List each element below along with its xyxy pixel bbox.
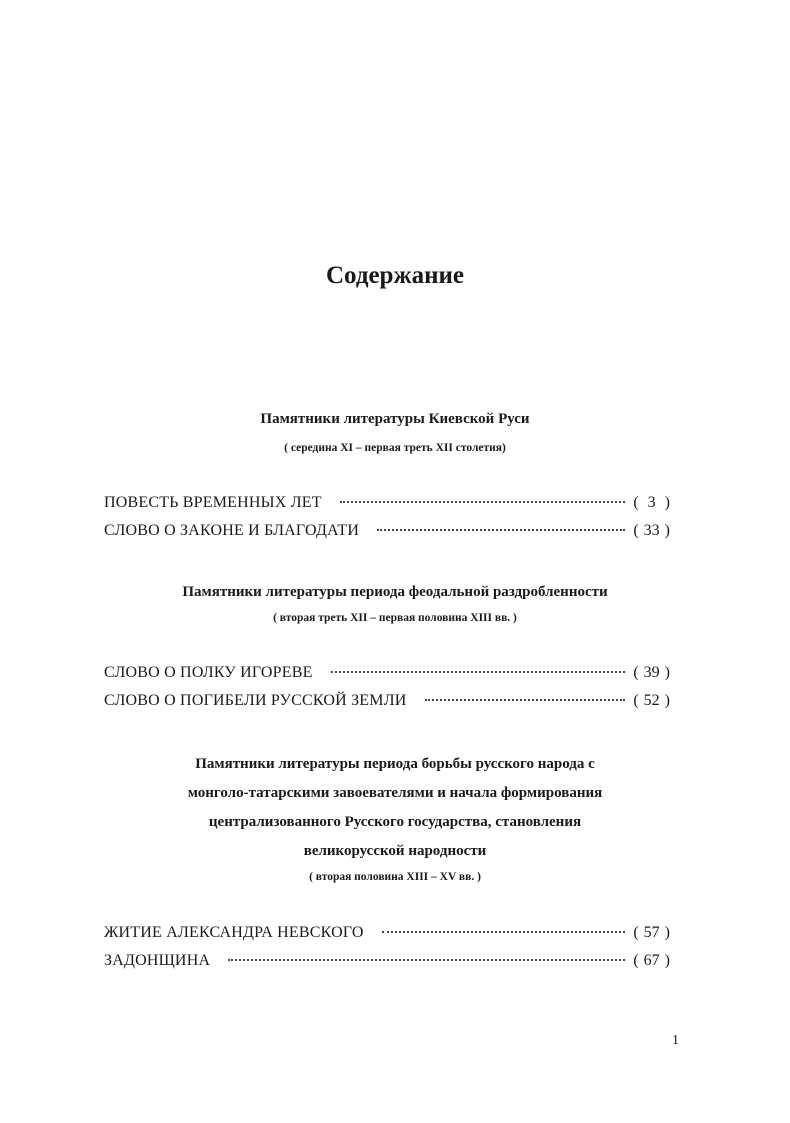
dot-leader [228, 959, 625, 961]
toc-entry-page: ( 39 ) [633, 664, 670, 681]
section-heading-feudal [0, 578, 790, 607]
section-heading-line: Памятники литературы Киевской Руси [260, 411, 530, 427]
section-heading-line: Памятники литературы периода феодальной раздробленности [182, 584, 608, 600]
toc-entry-page: ( 3 ) [633, 494, 670, 511]
section-heading-line: великорусской народности [303, 843, 487, 859]
toc-entry[interactable] [104, 522, 670, 544]
dot-leader [331, 671, 626, 673]
toc-entry-page: ( 33 ) [633, 522, 670, 539]
page-number: 1 [672, 1033, 679, 1048]
section-heading-line: Памятники литературы периода борьбы русского народа с [195, 756, 595, 772]
toc-entry-title: ПОВЕСТЬ ВРЕМЕННЫХ ЛЕТ [104, 494, 322, 511]
toc-entry-title: СЛОВО О ПОГИБЕЛИ РУССКОЙ ЗЕМЛИ [104, 692, 407, 709]
toc-entry[interactable] [104, 664, 670, 686]
dot-leader [340, 501, 626, 503]
toc-entry-title: СЛОВО О ЗАКОНЕ И БЛАГОДАТИ [104, 522, 360, 539]
section-subheading: ( середина XI – первая треть XII столетия) [284, 442, 506, 454]
section-heading-kievan-rus [0, 405, 790, 434]
toc-entry-title: СЛОВО О ПОЛКУ ИГОРЕВЕ [104, 664, 313, 681]
toc-entry-page: ( 67 ) [633, 952, 670, 969]
toc-entry-page: ( 57 ) [633, 924, 670, 941]
toc-entry-page: ( 52 ) [633, 692, 670, 709]
toc-entry[interactable] [104, 924, 670, 946]
section-subheading: ( вторая треть XII – первая половина XIII вв. ) [273, 612, 517, 624]
toc-entry[interactable] [104, 952, 670, 974]
dot-leader [425, 699, 626, 701]
section-heading-line: монголо-татарскими завоевателями и начала формирования [187, 785, 603, 801]
page-title: Содержание [325, 262, 464, 289]
section-heading-line: централизованного Русского государства, становления [208, 814, 582, 830]
section-subheading: ( вторая половина XIII – XV вв. ) [309, 871, 481, 883]
section-heading-mongol-struggle [0, 750, 790, 866]
dot-leader [377, 529, 625, 531]
toc-entry[interactable] [104, 494, 670, 516]
toc-entry-title: ЖИТИЕ АЛЕКСАНДРА НЕВСКОГО [104, 924, 364, 941]
toc-entry[interactable] [104, 692, 670, 714]
toc-entry-title: ЗАДОНЩИНА [104, 952, 211, 969]
dot-leader [382, 931, 626, 933]
